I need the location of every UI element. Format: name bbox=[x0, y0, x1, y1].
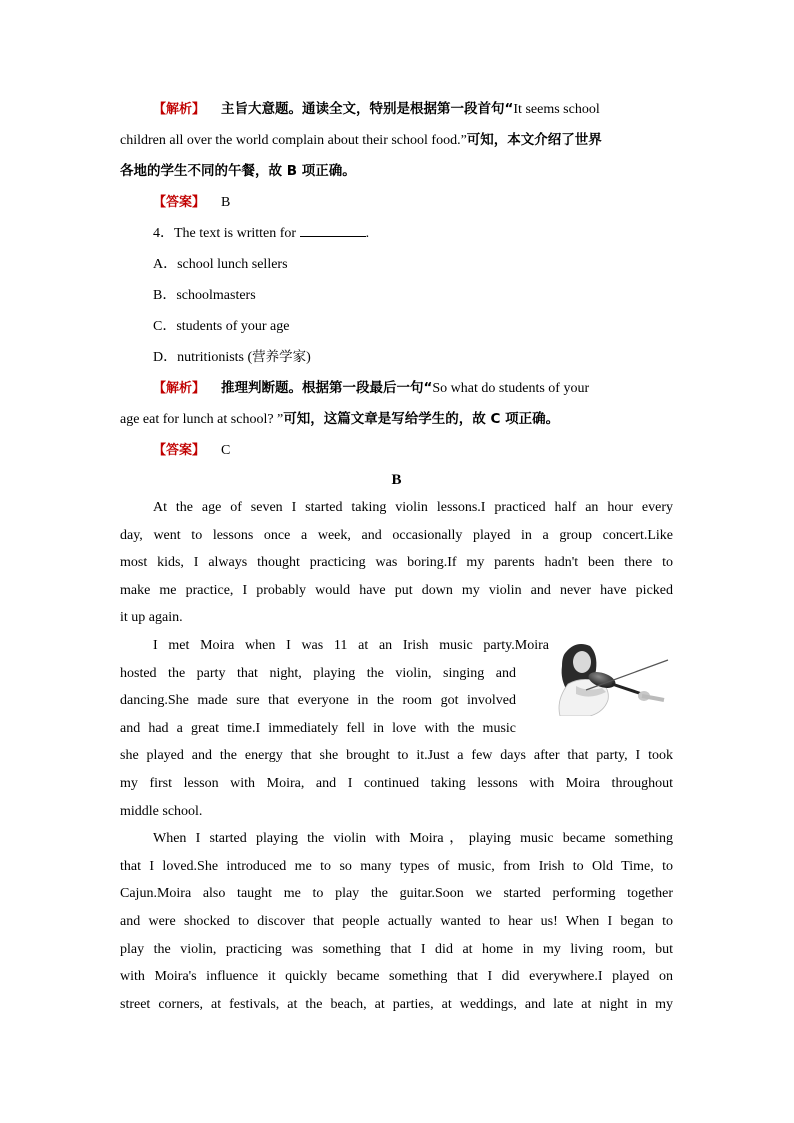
document-page bbox=[120, 94, 673, 1018]
text-line: Cajun.Moira also taught me to play the guitar.Soon we started performing together bbox=[120, 886, 673, 902]
q4-option-b: B．schoolmasters bbox=[153, 288, 256, 303]
q3-analysis-line-3: 各地的学生不同的午餐，故 B 项正确。 bbox=[120, 163, 356, 179]
text-line: that I loved.She introduced me to so many types of music, from Irish to Old Time, to bbox=[120, 858, 673, 874]
text-line: play the violin, practicing was something that I did at home in my living room, but bbox=[120, 941, 673, 957]
text-line: When I started playing the violin with Moira，playing music became something bbox=[153, 831, 673, 847]
paragraph-2 bbox=[120, 632, 673, 742]
paragraph-2-continued bbox=[120, 742, 673, 825]
girl-playing-violin-photo bbox=[546, 640, 674, 716]
q3-answer bbox=[120, 187, 673, 218]
text-line: make me practice, I probably would have put down my violin and never have picked bbox=[120, 582, 673, 598]
paragraph-1 bbox=[120, 494, 673, 632]
q4-stem: 4．The text is written for . bbox=[153, 226, 370, 241]
answer-tag: 【答案】 bbox=[153, 195, 206, 210]
text-line: with Moira's influence it quickly became something that I did everywhere.I played on bbox=[120, 969, 673, 985]
answer-value: C bbox=[221, 443, 231, 458]
answer-blank bbox=[300, 224, 366, 237]
text-line: she played and the energy that she brought to it.Just a few days after that party, I took bbox=[120, 748, 673, 764]
text-line: most kids, I always thought practicing was boring.If my parents hadn't been there to bbox=[120, 555, 673, 571]
text-line: middle school. bbox=[120, 803, 203, 819]
q3-analysis-line-1: 【解析】 主旨大意题。通读全文，特别是根据第一段首句“It seems school bbox=[153, 101, 600, 117]
section-title: B bbox=[391, 472, 402, 488]
text-line: and were shocked to discover that people actually wanted to hear us! When I began to bbox=[120, 913, 673, 929]
q4-analysis-line-2: age eat for lunch at school? ”可知，这篇文章是写给学生的，故 C 项正确。 bbox=[120, 411, 560, 427]
text-line: I met Moira when I was 11 at an Irish music party.Moira bbox=[153, 637, 549, 653]
q4-option-c: C．students of your age bbox=[153, 319, 290, 334]
text-line: day, went to lessons once a week, and occasionally played in a group concert.Like bbox=[120, 527, 673, 543]
text-line: hosted the party that night, playing the violin, singing and bbox=[120, 665, 516, 681]
q4-option-d: D．nutritionists (营养学家) bbox=[153, 349, 311, 365]
answer-tag: 【答案】 bbox=[153, 443, 206, 458]
text-line: street corners, at festivals, at the beach, at parties, at weddings, and late at night in my bbox=[120, 996, 673, 1012]
paragraph-3 bbox=[120, 825, 673, 1018]
text-line: it up again. bbox=[120, 610, 183, 626]
q3-analysis-line-2: children all over the world complain about their school food.”可知，本文介绍了世界 bbox=[120, 132, 602, 148]
text-line: my first lesson with Moira, and I continued taking lessons with Moira throughout bbox=[120, 775, 673, 791]
text-line: and had a great time.I immediately fell in love with the music bbox=[120, 720, 516, 736]
q4-analysis-line-1: 【解析】 推理判断题。根据第一段最后一句“So what do students of your bbox=[153, 380, 590, 396]
answer-value: B bbox=[221, 195, 231, 210]
analysis-tag: 【解析】 bbox=[153, 381, 206, 396]
analysis-tag: 【解析】 bbox=[153, 102, 206, 117]
text-line: At the age of seven I started taking violin lessons.I practiced half an hour every bbox=[153, 500, 673, 515]
q4-option-a: A．school lunch sellers bbox=[153, 257, 288, 272]
q4-answer bbox=[120, 435, 673, 466]
text-line: dancing.She made sure that everyone in the room got involved bbox=[120, 693, 516, 709]
passage bbox=[120, 494, 673, 1018]
